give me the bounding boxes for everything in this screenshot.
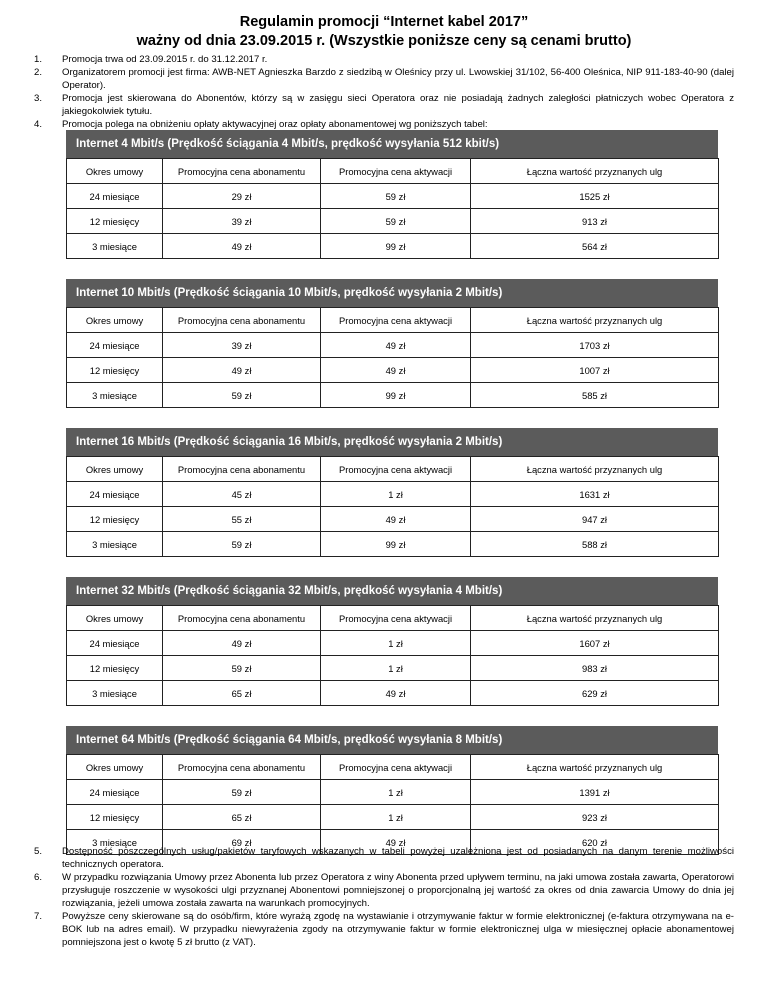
table-header-row bbox=[67, 159, 719, 184]
table-cell: 3 miesiące bbox=[67, 830, 163, 855]
column-header: Promocyjna cena aktywacji bbox=[321, 606, 471, 631]
table-cell: 59 zł bbox=[163, 780, 321, 805]
table-cell: 3 miesiące bbox=[67, 234, 163, 259]
table-row bbox=[67, 383, 719, 408]
column-header: Okres umowy bbox=[67, 606, 163, 631]
table-row bbox=[67, 805, 719, 830]
table-cell: 1391 zł bbox=[471, 780, 719, 805]
table-cell: 620 zł bbox=[471, 830, 719, 855]
table-row bbox=[67, 780, 719, 805]
table-cell: 12 miesięcy bbox=[67, 507, 163, 532]
table-cell: 1703 zł bbox=[471, 333, 719, 358]
table-cell: 49 zł bbox=[321, 333, 471, 358]
pricing-table bbox=[66, 158, 719, 259]
table-cell: 3 miesiące bbox=[67, 532, 163, 557]
column-header: Okres umowy bbox=[67, 159, 163, 184]
intro-list-container bbox=[34, 53, 734, 131]
item-text: Promocja jest skierowana do Abonentów, którzy są w zasięgu sieci Operatora oraz nie posiadają żadnych zaległości płatniczych wobec Operatora z jakiegokolwiek tytułu. bbox=[62, 93, 734, 117]
item-number: 3. bbox=[34, 93, 43, 104]
section-title: Internet 64 Mbit/s (Prędkość ściągania 64 Mbit/s, prędkość wysyłania 8 Mbit/s) bbox=[66, 726, 718, 754]
table-cell: 629 zł bbox=[471, 681, 719, 706]
item-number: 6. bbox=[34, 872, 43, 883]
pricing-section bbox=[66, 279, 718, 408]
column-header: Okres umowy bbox=[67, 308, 163, 333]
column-header: Łączna wartość przyznanych ulg bbox=[471, 308, 719, 333]
table-header-row bbox=[67, 457, 719, 482]
item-number: 7. bbox=[34, 911, 43, 922]
column-header: Promocyjna cena aktywacji bbox=[321, 755, 471, 780]
item-text: Promocja polega na obniżeniu opłaty aktywacyjnej oraz opłaty abonamentowej wg poniższych tabel: bbox=[62, 119, 488, 130]
table-cell: 1 zł bbox=[321, 656, 471, 681]
column-header: Promocyjna cena aktywacji bbox=[321, 159, 471, 184]
table-cell: 3 miesiące bbox=[67, 681, 163, 706]
table-row bbox=[67, 333, 719, 358]
column-header: Promocyjna cena abonamentu bbox=[163, 457, 321, 482]
table-row bbox=[67, 184, 719, 209]
pricing-section bbox=[66, 726, 718, 855]
table-cell: 69 zł bbox=[163, 830, 321, 855]
table-cell: 1631 zł bbox=[471, 482, 719, 507]
table-row bbox=[67, 358, 719, 383]
title-line-2: ważny od dnia 23.09.2015 r. (Wszystkie poniższe ceny są cenami brutto) bbox=[136, 33, 632, 49]
item-number: 4. bbox=[34, 119, 43, 130]
table-row bbox=[67, 656, 719, 681]
table-cell: 24 miesiące bbox=[67, 184, 163, 209]
column-header: Okres umowy bbox=[67, 755, 163, 780]
section-title: Internet 4 Mbit/s (Prędkość ściągania 4 Mbit/s, prędkość wysyłania 512 kbit/s) bbox=[66, 130, 718, 158]
table-cell: 1525 zł bbox=[471, 184, 719, 209]
item-number: 1. bbox=[34, 54, 43, 65]
table-cell: 99 zł bbox=[321, 383, 471, 408]
table-cell: 49 zł bbox=[163, 234, 321, 259]
section-title: Internet 10 Mbit/s (Prędkość ściągania 10 Mbit/s, prędkość wysyłania 2 Mbit/s) bbox=[66, 279, 718, 307]
table-cell: 59 zł bbox=[163, 656, 321, 681]
pricing-table bbox=[66, 754, 719, 855]
table-cell: 12 miesięcy bbox=[67, 805, 163, 830]
pricing-section bbox=[66, 577, 718, 706]
table-cell: 39 zł bbox=[163, 333, 321, 358]
list-item bbox=[34, 871, 734, 910]
section-title: Internet 16 Mbit/s (Prędkość ściągania 16 Mbit/s, prędkość wysyłania 2 Mbit/s) bbox=[66, 428, 718, 456]
list-item bbox=[34, 92, 734, 118]
table-cell: 49 zł bbox=[321, 681, 471, 706]
table-row bbox=[67, 681, 719, 706]
pricing-tables bbox=[66, 130, 718, 875]
list-item bbox=[34, 910, 734, 949]
column-header: Łączna wartość przyznanych ulg bbox=[471, 755, 719, 780]
table-row bbox=[67, 209, 719, 234]
table-cell: 588 zł bbox=[471, 532, 719, 557]
table-cell: 39 zł bbox=[163, 209, 321, 234]
table-cell: 564 zł bbox=[471, 234, 719, 259]
column-header: Promocyjna cena abonamentu bbox=[163, 308, 321, 333]
table-cell: 1607 zł bbox=[471, 631, 719, 656]
column-header: Łączna wartość przyznanych ulg bbox=[471, 606, 719, 631]
item-text: W przypadku rozwiązania Umowy przez Abonenta lub przez Operatora z winy Abonenta przed upływem terminu, na jaki umowa została zawarta, Operatorowi przysługuje roszczenie w wysokości ulgi przyznanej Abonentowi pomniejszonej o proporcjonalną jej wartość za okres od dnia zawarcia Umowy do dnia jej rozwiązania, jeżeli umowa została zawarta na warunkach promocyjnych. bbox=[62, 872, 734, 909]
pricing-table bbox=[66, 605, 719, 706]
pricing-section bbox=[66, 428, 718, 557]
table-cell: 12 miesięcy bbox=[67, 209, 163, 234]
table-cell: 49 zł bbox=[321, 507, 471, 532]
table-cell: 55 zł bbox=[163, 507, 321, 532]
table-cell: 24 miesiące bbox=[67, 333, 163, 358]
table-cell: 45 zł bbox=[163, 482, 321, 507]
table-cell: 1 zł bbox=[321, 482, 471, 507]
table-cell: 59 zł bbox=[321, 209, 471, 234]
table-cell: 913 zł bbox=[471, 209, 719, 234]
table-cell: 947 zł bbox=[471, 507, 719, 532]
table-header-row bbox=[67, 308, 719, 333]
table-cell: 49 zł bbox=[163, 358, 321, 383]
column-header: Promocyjna cena aktywacji bbox=[321, 457, 471, 482]
table-cell: 59 zł bbox=[163, 383, 321, 408]
table-row bbox=[67, 631, 719, 656]
table-cell: 49 zł bbox=[321, 830, 471, 855]
table-cell: 923 zł bbox=[471, 805, 719, 830]
table-cell: 1007 zł bbox=[471, 358, 719, 383]
table-cell: 12 miesięcy bbox=[67, 358, 163, 383]
list-item bbox=[34, 53, 734, 66]
table-cell: 99 zł bbox=[321, 234, 471, 259]
column-header: Promocyjna cena abonamentu bbox=[163, 755, 321, 780]
table-cell: 3 miesiące bbox=[67, 383, 163, 408]
item-text: Dostępność poszczególnych usług/pakietów taryfowych wskazanych w tabeli powyżej uzależniona jest od posiadanych na danym terenie możliwości technicznych operatora. bbox=[62, 846, 734, 870]
table-row bbox=[67, 507, 719, 532]
list-item bbox=[34, 66, 734, 92]
item-number: 5. bbox=[34, 846, 43, 857]
table-cell: 49 zł bbox=[163, 631, 321, 656]
table-cell: 65 zł bbox=[163, 805, 321, 830]
item-text: Promocja trwa od 23.09.2015 r. do 31.12.2017 r. bbox=[62, 54, 268, 65]
column-header: Promocyjna cena abonamentu bbox=[163, 606, 321, 631]
title-line-1: Regulamin promocji “Internet kabel 2017” bbox=[239, 14, 529, 30]
document-title bbox=[0, 13, 768, 51]
intro-list bbox=[34, 53, 734, 131]
footer-list bbox=[34, 845, 734, 949]
table-cell: 1 zł bbox=[321, 780, 471, 805]
table-cell: 983 zł bbox=[471, 656, 719, 681]
column-header: Łączna wartość przyznanych ulg bbox=[471, 457, 719, 482]
table-cell: 1 zł bbox=[321, 805, 471, 830]
table-cell: 29 zł bbox=[163, 184, 321, 209]
item-text: Powyższe ceny skierowane są do osób/firm, które wyrażą zgodę na wystawianie i otrzymywanie faktur w formie elektronicznej (e-faktura otrzymywana na e-BOK lub na adres email). W przypadku niewyrażenia zgody na otrzymywanie faktur w formie elektronicznej ulga w miesięcznej opłacie abonamentowej pomniejszona jest o kwotę 5 zł brutto (z VAT). bbox=[62, 911, 734, 948]
table-cell: 59 zł bbox=[163, 532, 321, 557]
table-cell: 12 miesięcy bbox=[67, 656, 163, 681]
table-row bbox=[67, 532, 719, 557]
footer-list-container bbox=[34, 845, 734, 949]
table-header-row bbox=[67, 755, 719, 780]
table-cell: 24 miesiące bbox=[67, 631, 163, 656]
table-cell: 24 miesiące bbox=[67, 780, 163, 805]
table-cell: 585 zł bbox=[471, 383, 719, 408]
column-header: Promocyjna cena aktywacji bbox=[321, 308, 471, 333]
table-header-row bbox=[67, 606, 719, 631]
table-cell: 59 zł bbox=[321, 184, 471, 209]
pricing-table bbox=[66, 456, 719, 557]
column-header: Promocyjna cena abonamentu bbox=[163, 159, 321, 184]
column-header: Łączna wartość przyznanych ulg bbox=[471, 159, 719, 184]
table-cell: 99 zł bbox=[321, 532, 471, 557]
section-title: Internet 32 Mbit/s (Prędkość ściągania 32 Mbit/s, prędkość wysyłania 4 Mbit/s) bbox=[66, 577, 718, 605]
pricing-section bbox=[66, 130, 718, 259]
table-cell: 24 miesiące bbox=[67, 482, 163, 507]
table-cell: 49 zł bbox=[321, 358, 471, 383]
column-header: Okres umowy bbox=[67, 457, 163, 482]
item-text: Organizatorem promocji jest firma: AWB-NET Agnieszka Barzdo z siedzibą w Oleśnicy przy ul. Lwowskiej 31/102, 56-400 Oleśnica, NIP 911-183-40-90 (dalej Operator). bbox=[62, 67, 734, 91]
item-number: 2. bbox=[34, 67, 43, 78]
table-row bbox=[67, 234, 719, 259]
pricing-table bbox=[66, 307, 719, 408]
table-cell: 1 zł bbox=[321, 631, 471, 656]
list-item bbox=[34, 845, 734, 871]
table-cell: 65 zł bbox=[163, 681, 321, 706]
table-row bbox=[67, 482, 719, 507]
